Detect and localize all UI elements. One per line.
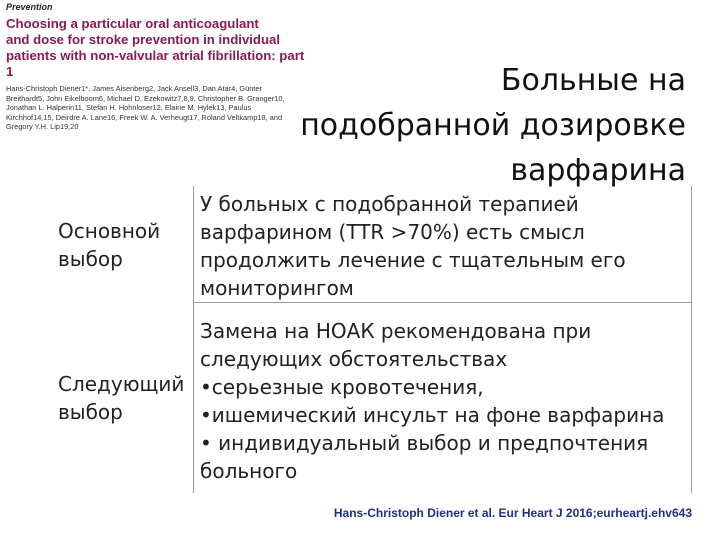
table-row-next-choice: [52, 303, 692, 493]
citation: Hans-Christoph Diener et al. Eur Heart J 2016;eurheartj.ehv643: [333, 506, 692, 520]
paper-header: [6, 2, 306, 132]
row-content-line: следующих обстоятельствах: [200, 347, 508, 371]
row-label-line: выбор: [58, 246, 123, 271]
paper-title-line: and dose for stroke prevention in individual: [6, 32, 281, 47]
row-label-line: Следующий: [58, 372, 185, 396]
row-content-line: продолжить лечение с тщательным его: [200, 248, 626, 272]
row-content-line: мониторингом: [200, 276, 354, 300]
row-content-cell: [193, 303, 692, 493]
row-content-line: больного: [200, 459, 298, 483]
slide-title: [266, 58, 686, 193]
bullet-item: •ишемический инсульт на фоне варфарина: [200, 403, 665, 427]
paper-title: [6, 16, 306, 80]
row-label-cell: [52, 186, 198, 303]
paper-title-line: Choosing a particular oral anticoagulant: [6, 16, 259, 31]
bullet-item: • индивидуальный выбор и предпочтения: [200, 431, 649, 455]
row-content-line: Замена на НОАК рекомендована при: [200, 319, 592, 343]
slide-title-line: подобранной дозировке: [300, 108, 686, 143]
paper-authors: Hans-Christoph Diener1*, James Aisenberg2, Jack Ansell3, Dan Atar4, Günter Breithardt5, John Eikelboom6, Michael D. Ezekowitz7,8,9, Christopher B. Granger10, Jonathan L. Halperin11, Stefan H. Hohnloser12, Elaine M. Hylek13, Paulus Kirchhof14,15, Deirdre A. Lane16, Freek W. A. Verheugt17, Roland Veltkamp18, and Gregory Y.H. Lip19,20: [6, 84, 285, 132]
bullet-item: •серьезные кровотечения,: [200, 375, 484, 399]
row-content-line: варфарином (TTR >70%) есть смысл: [200, 220, 585, 244]
row-content-line: У больных с подобранной терапией: [200, 192, 579, 216]
row-label-line: выбор: [58, 400, 123, 424]
row-content-cell: [193, 186, 692, 303]
table-row-main-choice: [52, 186, 692, 303]
row-label-line: Основной: [58, 218, 161, 243]
paper-section-label: Prevention: [6, 2, 53, 12]
slide-title-line: варфарина: [510, 153, 686, 188]
slide-title-line: Больные на: [500, 63, 686, 98]
paper-title-line: patients with non-valvular atrial fibrillation: part 1: [6, 48, 305, 79]
row-label-cell: [52, 303, 198, 493]
